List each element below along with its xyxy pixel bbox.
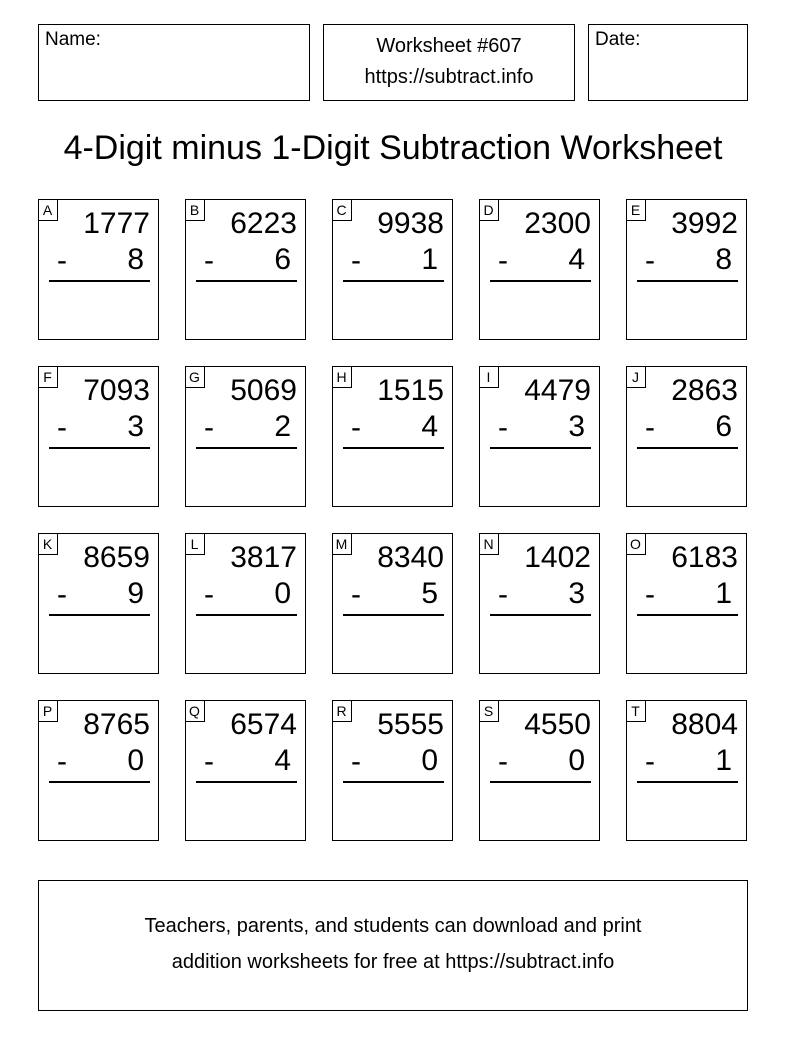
problem-minuend: 4550 xyxy=(524,708,591,741)
worksheet-info-box xyxy=(323,24,575,101)
problem-box xyxy=(479,533,600,674)
problem-label: N xyxy=(479,533,499,555)
problem-minuend: 1777 xyxy=(83,207,150,240)
problem-box xyxy=(479,199,600,340)
problem-label: P xyxy=(38,700,58,722)
answer-line xyxy=(196,447,297,449)
problem-box xyxy=(38,533,159,674)
minus-sign: - xyxy=(645,745,655,778)
answer-line xyxy=(49,614,150,616)
problem-label: Q xyxy=(185,700,205,722)
problem-box xyxy=(479,700,600,841)
minus-sign: - xyxy=(57,411,67,444)
problem-label: C xyxy=(332,199,352,221)
problem-box xyxy=(626,199,747,340)
problem-subtrahend: 1 xyxy=(715,744,732,777)
minus-sign: - xyxy=(204,244,214,277)
minus-sign: - xyxy=(57,745,67,778)
problem-subtrahend: 8 xyxy=(127,243,144,276)
problem-subtrahend: 0 xyxy=(274,577,291,610)
minus-sign: - xyxy=(498,578,508,611)
minus-sign: - xyxy=(351,244,361,277)
problem-label: J xyxy=(626,366,646,388)
problem-label: A xyxy=(38,199,58,221)
problem-minuend: 5069 xyxy=(230,374,297,407)
problem-label: O xyxy=(626,533,646,555)
problem-minuend: 4479 xyxy=(524,374,591,407)
answer-line xyxy=(49,447,150,449)
problem-label: L xyxy=(185,533,205,555)
problem-minuend: 2863 xyxy=(671,374,738,407)
footer-line-2: addition worksheets for free at https://subtract.info xyxy=(171,951,615,973)
answer-line xyxy=(637,447,738,449)
problem-subtrahend: 9 xyxy=(127,577,144,610)
answer-line xyxy=(637,781,738,783)
problem-label: T xyxy=(626,700,646,722)
problem-box xyxy=(332,533,453,674)
problem-minuend: 7093 xyxy=(83,374,150,407)
problem-box xyxy=(185,199,306,340)
footer-box xyxy=(38,880,748,1011)
problem-minuend: 2300 xyxy=(524,207,591,240)
answer-line xyxy=(196,614,297,616)
problem-box xyxy=(626,366,747,507)
problem-box xyxy=(332,199,453,340)
minus-sign: - xyxy=(351,578,361,611)
name-field-box[interactable] xyxy=(38,24,310,101)
problem-minuend: 8659 xyxy=(83,541,150,574)
problem-box xyxy=(332,366,453,507)
problem-minuend: 3817 xyxy=(230,541,297,574)
problem-minuend: 1515 xyxy=(377,374,444,407)
answer-line xyxy=(49,781,150,783)
problem-box xyxy=(185,533,306,674)
problem-label: I xyxy=(479,366,499,388)
problem-minuend: 6223 xyxy=(230,207,297,240)
problem-label: E xyxy=(626,199,646,221)
problem-box xyxy=(332,700,453,841)
problem-subtrahend: 0 xyxy=(421,744,438,777)
minus-sign: - xyxy=(204,578,214,611)
problem-subtrahend: 4 xyxy=(274,744,291,777)
minus-sign: - xyxy=(351,411,361,444)
problem-box xyxy=(185,366,306,507)
answer-line xyxy=(343,280,444,282)
problem-minuend: 8765 xyxy=(83,708,150,741)
answer-line xyxy=(343,447,444,449)
problem-subtrahend: 8 xyxy=(715,243,732,276)
problem-box xyxy=(626,533,747,674)
problem-label: G xyxy=(185,366,205,388)
answer-line xyxy=(343,614,444,616)
problem-minuend: 8340 xyxy=(377,541,444,574)
answer-line xyxy=(637,614,738,616)
problem-subtrahend: 6 xyxy=(715,410,732,443)
footer-line-1: Teachers, parents, and students can download and print xyxy=(144,915,642,937)
date-field-box[interactable] xyxy=(588,24,748,101)
problem-label: D xyxy=(479,199,499,221)
name-label: Name: xyxy=(45,29,101,50)
minus-sign: - xyxy=(498,244,508,277)
problem-subtrahend: 1 xyxy=(421,243,438,276)
problem-box xyxy=(479,366,600,507)
problem-minuend: 6183 xyxy=(671,541,738,574)
minus-sign: - xyxy=(645,578,655,611)
problem-label: R xyxy=(332,700,352,722)
minus-sign: - xyxy=(645,244,655,277)
problem-subtrahend: 0 xyxy=(127,744,144,777)
minus-sign: - xyxy=(351,745,361,778)
problem-subtrahend: 1 xyxy=(715,577,732,610)
page-title: 4-Digit minus 1-Digit Subtraction Worksheet xyxy=(63,129,723,167)
problem-box xyxy=(38,700,159,841)
problem-subtrahend: 5 xyxy=(421,577,438,610)
answer-line xyxy=(490,447,591,449)
worksheet-url: https://subtract.info xyxy=(364,66,534,88)
date-label: Date: xyxy=(595,29,641,50)
problem-label: B xyxy=(185,199,205,221)
problem-minuend: 5555 xyxy=(377,708,444,741)
problem-subtrahend: 3 xyxy=(127,410,144,443)
problem-subtrahend: 2 xyxy=(274,410,291,443)
problem-minuend: 8804 xyxy=(671,708,738,741)
minus-sign: - xyxy=(498,411,508,444)
answer-line xyxy=(490,614,591,616)
problem-subtrahend: 3 xyxy=(568,410,585,443)
problem-box xyxy=(185,700,306,841)
problem-box xyxy=(38,366,159,507)
worksheet-number: Worksheet #607 xyxy=(376,35,522,57)
problem-minuend: 6574 xyxy=(230,708,297,741)
problem-subtrahend: 3 xyxy=(568,577,585,610)
problem-subtrahend: 6 xyxy=(274,243,291,276)
problem-label: H xyxy=(332,366,352,388)
problem-label: F xyxy=(38,366,58,388)
minus-sign: - xyxy=(57,578,67,611)
answer-line xyxy=(343,781,444,783)
minus-sign: - xyxy=(645,411,655,444)
problem-label: K xyxy=(38,533,58,555)
minus-sign: - xyxy=(204,411,214,444)
problem-label: S xyxy=(479,700,499,722)
problem-minuend: 3992 xyxy=(671,207,738,240)
minus-sign: - xyxy=(57,244,67,277)
problem-minuend: 1402 xyxy=(524,541,591,574)
problem-subtrahend: 0 xyxy=(568,744,585,777)
minus-sign: - xyxy=(498,745,508,778)
problem-minuend: 9938 xyxy=(377,207,444,240)
answer-line xyxy=(490,781,591,783)
answer-line xyxy=(637,280,738,282)
problem-subtrahend: 4 xyxy=(421,410,438,443)
problem-box xyxy=(38,199,159,340)
minus-sign: - xyxy=(204,745,214,778)
problem-label: M xyxy=(332,533,352,555)
answer-line xyxy=(196,781,297,783)
answer-line xyxy=(49,280,150,282)
answer-line xyxy=(490,280,591,282)
problem-box xyxy=(626,700,747,841)
problem-subtrahend: 4 xyxy=(568,243,585,276)
answer-line xyxy=(196,280,297,282)
